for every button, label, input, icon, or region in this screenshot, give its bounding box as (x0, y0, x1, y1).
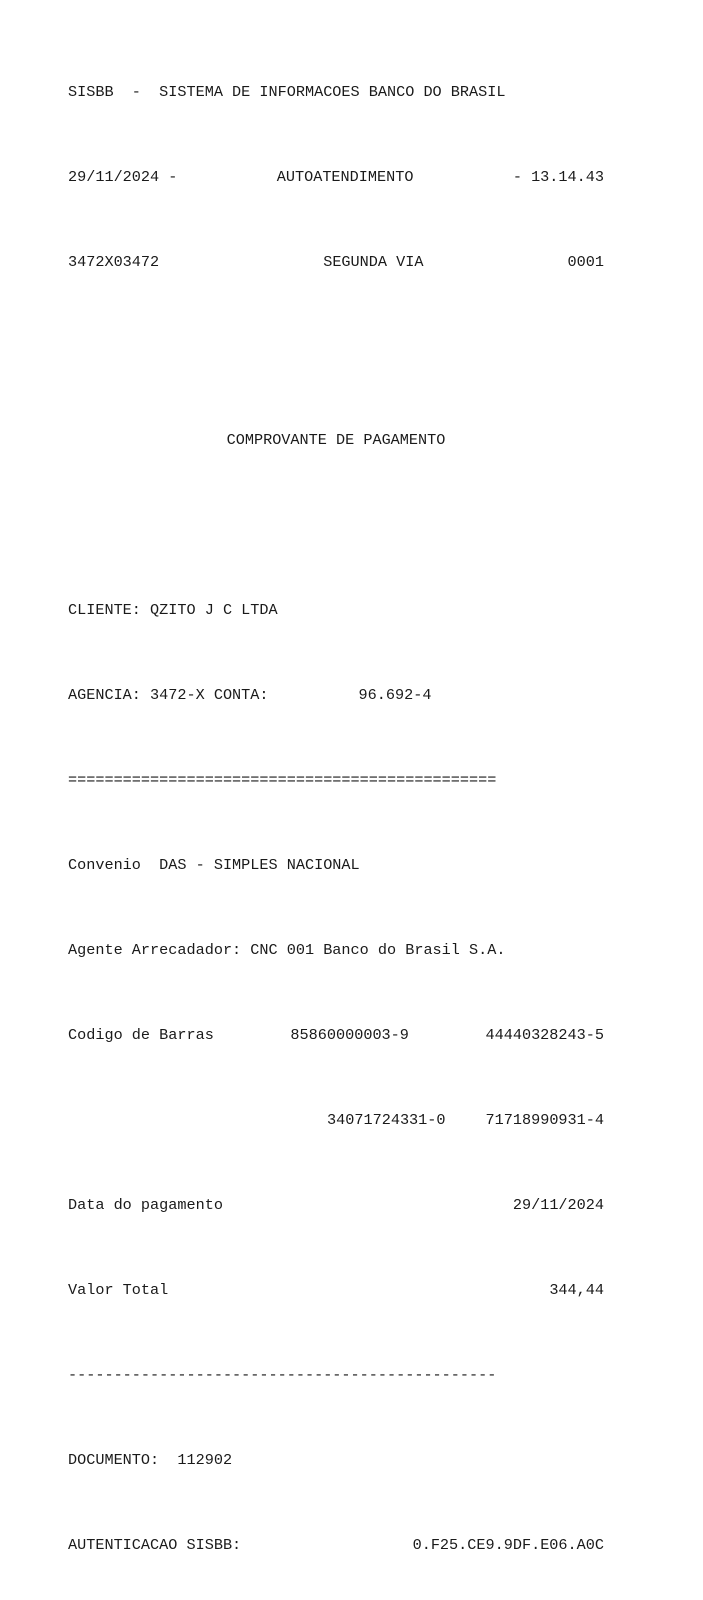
client-name-line (68, 598, 604, 629)
receipt-title: COMPROVANTE DE PAGAMENTO (226, 431, 446, 449)
documento-line (68, 1448, 604, 1479)
spacer (68, 513, 604, 544)
client-name: CLIENTE: QZITO J C LTDA (68, 601, 278, 619)
barcode-label: Codigo de Barras (68, 1026, 214, 1044)
total-line (68, 1278, 604, 1309)
header-time: - 13.14.43 (512, 168, 604, 186)
barcode-line-1 (68, 1023, 604, 1054)
client-account: 96.692-4 (358, 686, 432, 704)
total-label: Valor Total (68, 1281, 169, 1299)
header-terminal-line (68, 250, 604, 281)
barcode-line-2 (68, 1108, 604, 1139)
auth-value: 0.F25.CE9.9DF.E06.A0C (412, 1536, 604, 1554)
payment-date-line (68, 1193, 604, 1224)
header-terminal: 3472X03472 (68, 253, 160, 271)
barcode-part-3: 34071724331-0 (327, 1111, 446, 1129)
header-date: 29/11/2024 - (68, 168, 178, 186)
client-agency-line (68, 683, 604, 714)
barcode-part-4: 71718990931-4 (485, 1111, 604, 1129)
header-copy: SEGUNDA VIA (323, 253, 424, 271)
auth-line (68, 1533, 604, 1564)
header-mode: AUTOATENDIMENTO (276, 168, 414, 186)
documento-value: 112902 (177, 1451, 233, 1469)
total-value: 344,44 (549, 1281, 604, 1299)
barcode-part-2: 44440328243-5 (485, 1026, 604, 1044)
convenio-line: Convenio DAS - SIMPLES NACIONAL (68, 856, 360, 874)
double-separator: =============================================== (68, 771, 497, 789)
documento-label: DOCUMENTO: (68, 1451, 160, 1469)
single-separator: ----------------------------------------------- (68, 1366, 497, 1384)
client-agency: AGENCIA: 3472-X CONTA: (68, 686, 269, 704)
header-system-line (68, 80, 604, 111)
system-title: SISBB - SISTEMA DE INFORMACOES BANCO DO BRASIL (68, 83, 506, 101)
header-seq: 0001 (567, 253, 604, 271)
spacer (68, 335, 604, 374)
barcode-part-1: 85860000003-9 (290, 1026, 409, 1044)
payment-date-value: 29/11/2024 (512, 1196, 604, 1214)
payment-receipt (68, 26, 604, 1600)
header-date-line (68, 165, 604, 196)
auth-label: AUTENTICACAO SISBB: (68, 1536, 242, 1554)
agente-line: Agente Arrecadador: CNC 001 Banco do Brasil S.A. (68, 941, 506, 959)
payment-date-label: Data do pagamento (68, 1196, 223, 1214)
